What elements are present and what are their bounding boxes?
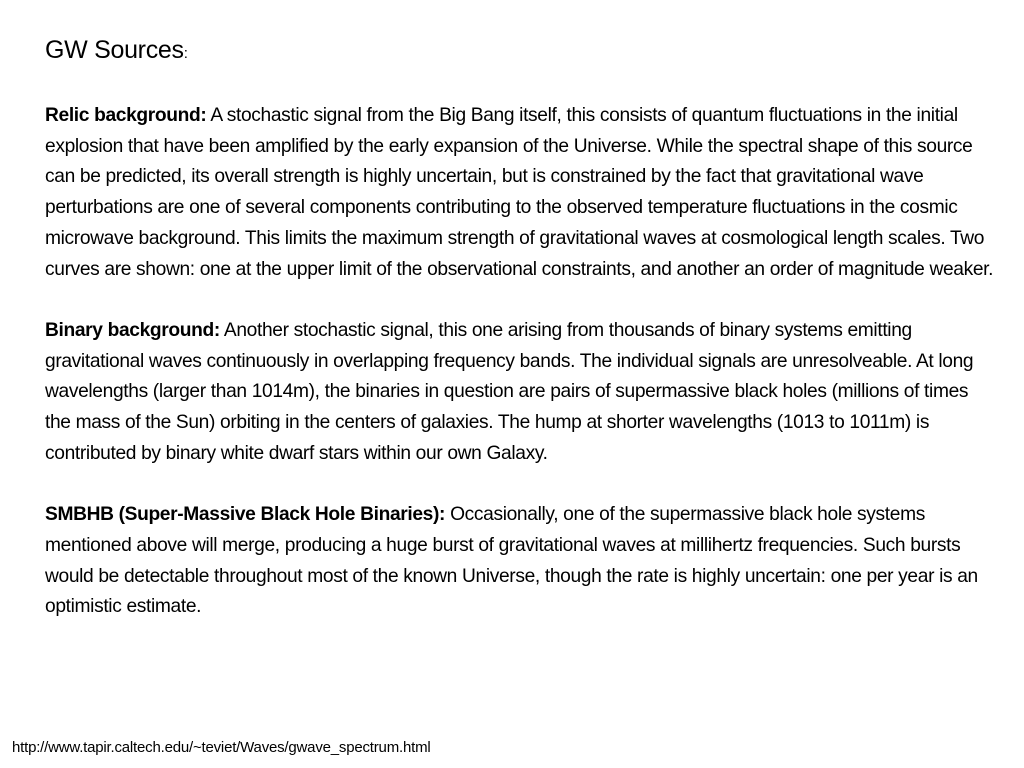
slide-body — [45, 101, 995, 654]
paragraph-relic-background — [45, 101, 995, 285]
paragraph-label: SMBHB (Super-Massive Black Hole Binaries): — [45, 504, 446, 526]
paragraph-smbhb — [45, 500, 995, 623]
slide-title-text: GW Sources — [45, 36, 184, 64]
paragraph-label: Binary background: — [45, 319, 220, 341]
paragraph-text: Occasionally, one of the supermassive black hole systems mentioned above will merge, producing a huge burst of gravitational waves at millihertz frequencies. Such bursts would be detectable throughout most of the known Universe, though the rate is highly uncertain: one per year is an optimistic estimate. — [45, 504, 978, 618]
slide-title-colon: : — [183, 45, 188, 62]
paragraph-text: Another stochastic signal, this one arising from thousands of binary systems emitting gravitational waves continuously in overlapping frequency bands. The individual signals are unresolveable. At long wavelengths (larger than 1014m), the binaries in question are pairs of supermassive black holes (millions of times the mass of the Sun) orbiting in the centers of galaxies. The hump at shorter wavelengths (1013 to 1011m) is contributed by binary white dwarf stars within our own Galaxy. — [45, 319, 974, 464]
paragraph-label: Relic background: — [45, 105, 207, 126]
source-url: http://www.tapir.caltech.edu/~teviet/Waves/gwave_spectrum.html — [12, 739, 431, 756]
slide-title — [45, 34, 188, 70]
paragraph-binary-background — [45, 316, 995, 470]
paragraph-text: A stochastic signal from the Big Bang itself, this consists of quantum fluctuations in the initial explosion that have been amplified by the early expansion of the Universe. While the spectral shape of this source can be predicted, its overall strength is highly uncertain, but is constrained by the fact that gravitational wave perturbations are one of several components contributing to the observed temperature fluctuations in the cosmic microwave background. This limits the maximum strength of gravitational waves at cosmological length scales. Two curves are shown: one at the upper limit of the observational constraints, and another an order of magnitude weaker. — [45, 105, 994, 280]
